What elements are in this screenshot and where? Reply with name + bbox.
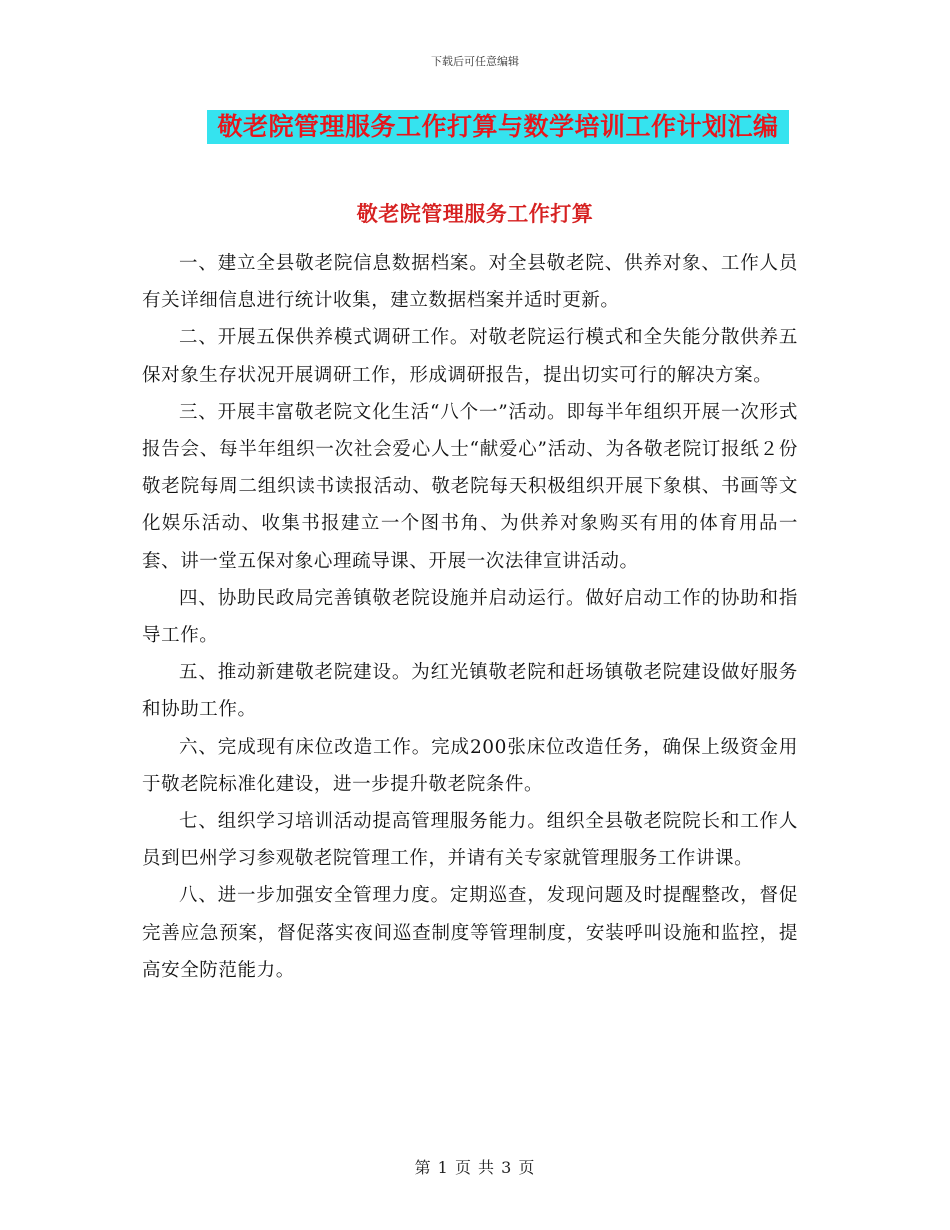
header-note: 下载后可任意编辑 <box>431 55 519 68</box>
document-title: 敬老院管理服务工作打算与数学培训工作计划汇编 <box>217 112 779 141</box>
paragraph-2: 二、开展五保供养模式调研工作。对敬老院运行模式和全失能分散供养五保对象生存状况开展调研工作，形成调研报告，提出切实可行的解决方案。 <box>142 327 798 386</box>
title-highlight <box>207 110 789 144</box>
paragraph-3: 三、开展丰富敬老院文化生活“八个一”活动。即每半年组织开展一次形式报告会、每半年组织一次社会爱心人士“献爱心”活动、为各敬老院订报纸２份敬老院每周二组织读书读报活动、敬老院每天积极组织开展下象棋、书画等文化娱乐活动、收集书报建立一个图书角、为供养对象购买有用的体育用品一套、讲一堂五保对象心理疏导课、开展一次法律宣讲活动。 <box>142 401 798 572</box>
paragraph-7: 七、组织学习培训活动提高管理服务能力。组织全县敬老院院长和工作人员到巴州学习参观敬老院管理工作，并请有关专家就管理服务工作讲课。 <box>142 811 798 870</box>
body-text <box>142 245 798 989</box>
section-title: 敬老院管理服务工作打算 <box>356 201 594 226</box>
paragraph-6: 六、完成现有床位改造工作。完成200张床位改造任务，确保上级资金用于敬老院标准化建设，进一步提升敬老院条件。 <box>142 736 798 795</box>
paragraph-1: 一、建立全县敬老院信息数据档案。对全县敬老院、供养对象、工作人员有关详细信息进行统计收集，建立数据档案并适时更新。 <box>142 253 798 312</box>
paragraph-8: 八、进一步加强安全管理力度。定期巡查，发现问题及时提醒整改，督促完善应急预案，督促落实夜间巡查制度等管理制度，安装呼叫设施和监控，提高安全防范能力。 <box>142 885 798 981</box>
page-indicator: 第 1 页 共 3 页 <box>414 1158 536 1177</box>
paragraph-4: 四、协助民政局完善镇敬老院设施并启动运行。做好启动工作的协助和指导工作。 <box>142 587 798 647</box>
paragraph-5: 五、推动新建敬老院建设。为红光镇敬老院和赶场镇敬老院建设做好服务和协助工作。 <box>142 662 798 721</box>
